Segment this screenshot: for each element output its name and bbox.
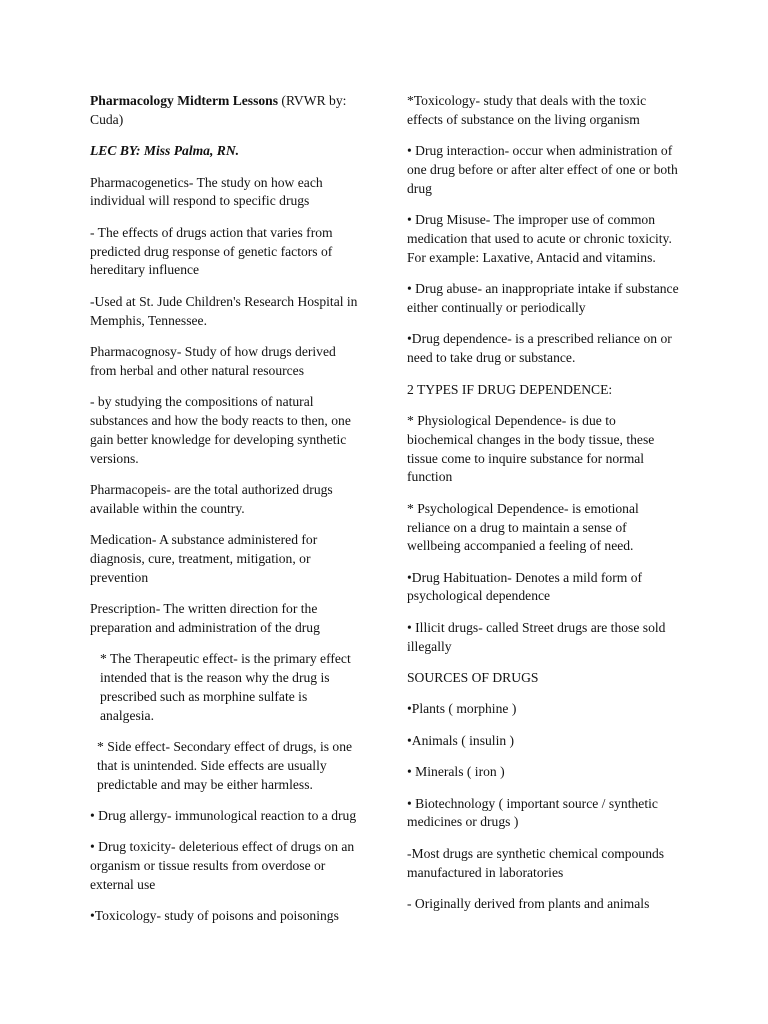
paragraph-drug-habituation: •Drug Habituation- Denotes a mild form of psychological dependence [407,569,643,604]
heading-sources-of-drugs: SOURCES OF DRUGS [407,670,539,686]
paragraph-drug-toxicity: • Drug toxicity- deleterious effect of drugs on an organism or tissue results from overdose or external use [90,839,355,893]
list-item-minerals: • Minerals ( iron ) [407,764,505,780]
paragraph-pharmacognosy: Pharmacognosy- Study of how drugs derived from herbal and other natural resources [90,343,336,378]
paragraph-side-effect: * Side effect- Secondary effect of drugs, is one that is unintended. Side effects are usually predictable and may be either harmless. [97,739,353,792]
list-item-biotechnology: • Biotechnology ( important source / synthetic medicines or drugs ) [407,795,658,830]
paragraph-physiological-dependence: * Physiological Dependence- is due to biochemical changes in the body tissue, these tissue come to inquire substance for normal function [407,412,655,485]
paragraph-drug-abuse: • Drug abuse- an inappropriate intake if substance either continually or periodically [407,281,679,315]
lecturer-credit: LEC BY: Miss Palma, RN. [90,143,240,159]
paragraph-st-jude: -Used at St. Jude Children's Research Hospital in Memphis, Tennessee. [90,293,358,328]
paragraph-originally-derived: - Originally derived from plants and animals [407,896,650,911]
paragraph-pharmacogenetics: Pharmacogenetics- The study on how each individual will respond to specific drugs [90,174,323,209]
paragraph-natural-substances: - by studying the compositions of natural substances and how the body reacts to then, one gain better knowledge for developing synthetic versions. [90,394,351,466]
paragraph-genetic-effects: - The effects of drugs action that varies from predicted drug response of genetic factors of hereditary influence [90,224,333,278]
reviewer-credit: (RVWR by: Cuda) [90,93,347,127]
paragraph-prescription: Prescription- The written direction for the preparation and administration of the drug [90,601,320,635]
left-column [90,92,362,939]
heading-dependence-types: 2 TYPES IF DRUG DEPENDENCE: [407,381,613,397]
paragraph-toxicology-poisons: •Toxicology- study of poisons and poisonings [90,908,339,924]
list-item-plants: •Plants ( morphine ) [407,701,517,717]
paragraph-synthetic-compounds: -Most drugs are synthetic chemical compounds manufactured in laboratories [407,845,665,880]
paragraph-drug-dependence: •Drug dependence- is a prescribed reliance on or need to take drug or substance. [407,331,672,366]
paragraph-therapeutic-effect: * The Therapeutic effect- is the primary effect intended that is the reason why the drug is prescribed such as morphine sulfate is analgesia. [100,651,351,723]
document-title-line [90,92,362,130]
right-column [407,92,682,926]
paragraph-illicit-drugs: • Illicit drugs- called Street drugs are those sold illegally [407,619,666,654]
paragraph-drug-misuse: • Drug Misuse- The improper use of common medication that used to acute or chronic toxicity. For example: Laxative, Antacid and vitamins. [407,212,672,265]
paragraph-drug-interaction: • Drug interaction- occur when administration of one drug before or after alter effect of one or both drug [407,143,678,196]
paragraph-pharmacopeis: Pharmacopeis- are the total authorized drugs available within the country. [90,481,333,516]
paragraph-psychological-dependence: * Psychological Dependence- is emotional reliance on a drug to maintain a sense of wellbeing accompanied a feeling of need. [407,500,639,554]
paragraph-toxicology-effects: *Toxicology- study that deals with the toxic effects of substance on the living organism [407,93,647,127]
document-title: Pharmacology Midterm Lessons [90,93,279,108]
paragraph-medication: Medication- A substance administered for diagnosis, cure, treatment, mitigation, or prevention [90,532,318,585]
list-item-animals: •Animals ( insulin ) [407,732,515,748]
paragraph-drug-allergy: • Drug allergy- immunological reaction to a drug [90,808,357,824]
